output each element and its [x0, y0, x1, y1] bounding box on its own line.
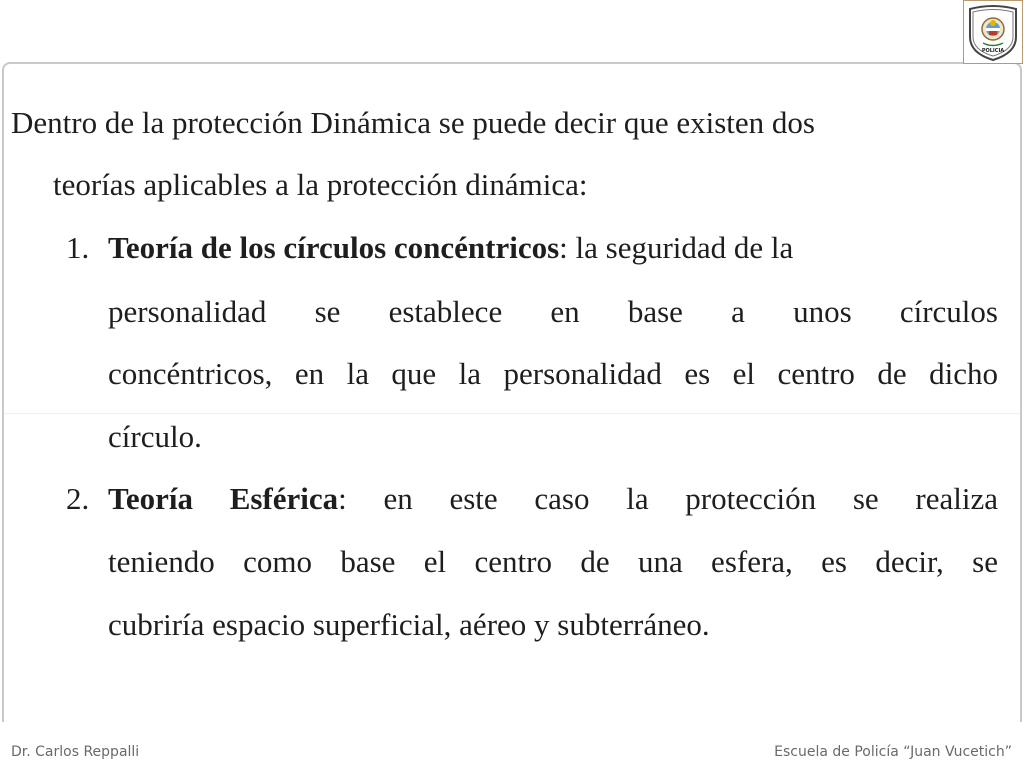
list-number-1: 1. — [66, 230, 90, 265]
footer-institution: Escuela de Policía “Juan Vucetich” — [774, 744, 1012, 760]
theory-1-line-1-rest: : la seguridad de la — [559, 230, 794, 265]
theory-1-title: Teoría de los círculos concéntricos — [108, 230, 560, 265]
theory-2-line-1-rest: : en este caso la protección se realiza — [338, 481, 998, 516]
footer-author: Dr. Carlos Reppalli — [11, 744, 140, 760]
badge-text: POLICIA — [981, 48, 1005, 54]
theory-1-line-1 — [108, 228, 998, 268]
theory-2-line-2: teniendo como base el centro de una esfera, es decir, se — [108, 544, 998, 579]
theory-1-line-2: personalidad se establece en base a unos círculos — [108, 294, 998, 329]
theory-1-line-3: concéntricos, en la que la personalidad es el centro de dicho — [108, 356, 998, 391]
theory-2-line-1 — [108, 479, 998, 519]
theory-2-line-3: cubriría espacio superficial, aéreo y subterráneo. — [108, 607, 710, 642]
theory-1-line-4: círculo. — [108, 419, 202, 454]
intro-line-2: teorías aplicables a la protección dinámica: — [53, 167, 588, 202]
intro-line-1: Dentro de la protección Dinámica se puede decir que existen dos — [11, 105, 815, 140]
theory-2-title: Teoría Esférica — [108, 481, 339, 516]
list-number-2: 2. — [66, 481, 90, 516]
